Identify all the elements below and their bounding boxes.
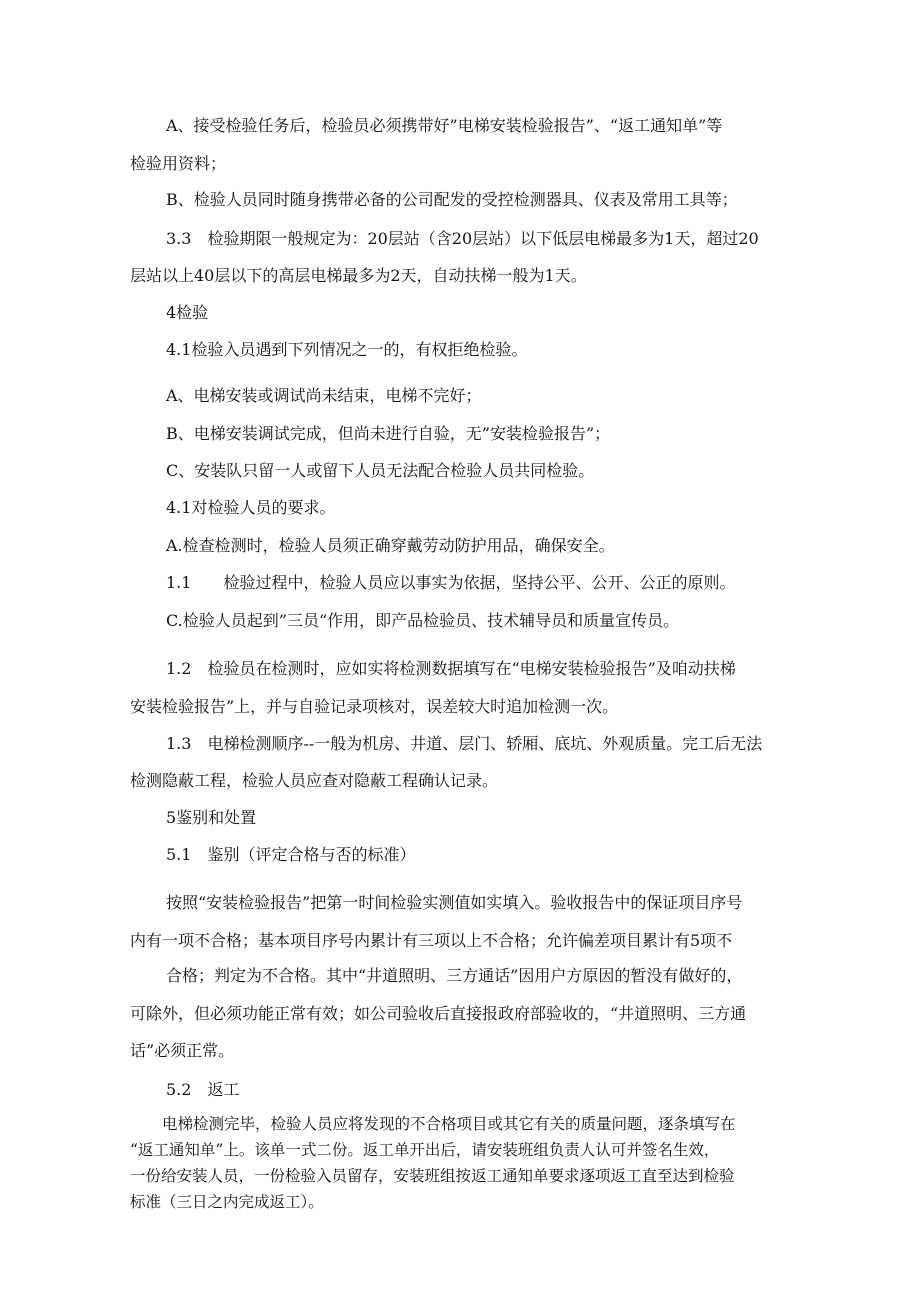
- para-5-1-line-1: 按照“安装检验报告”把第一时间检验实测值如实填入。验收报告中的保证项目序号: [166, 893, 743, 912]
- section-3-3-line-2: 层站以上40层以下的高层电梯最多为2天，自动扶梯一般为1天。: [130, 266, 587, 285]
- section-5-2: 5.2 返工: [166, 1080, 240, 1099]
- para-5-2-line-3: 一份给安装人员，一份检验入员留存，安装班组按返工通知单要求逐项返工直至达到检验: [130, 1167, 735, 1185]
- heading-4: 4检验: [166, 303, 209, 322]
- refusal-item-c: C、安装队只留一人或留下人员无法配合检验人员共同检验。: [166, 461, 595, 480]
- section-4-1: 4.1检验入员遇到下列情况之一的，有权拒绝检验。: [166, 340, 528, 359]
- item-b-line: B、检验人员同时随身携带必备的公司配发的受控检测器具、仪表及常用工具等；: [166, 190, 738, 209]
- section-1-2-line-1: 1.2 检验员在检测时，应如实将检测数据填写在“电梯安装检验报告”及咱动扶梯: [166, 659, 736, 678]
- para-5-1-line-3: 合格；判定为不合格。其中“井道照明、三方通话”因用户方原因的暂没有做好的，: [166, 966, 743, 985]
- item-a-line-1: A、接受检验任务后，检验员必须携带好”电梯安装检验报告”、“返工通知单”等: [166, 116, 723, 135]
- section-1-3-line-2: 检测隐蔽工程，检验人员应查对隐蔽工程确认记录。: [130, 771, 499, 790]
- requirement-a: A.检查检测时，检验人员须正确穿戴劳动防护用品，确保安全。: [166, 536, 615, 555]
- para-5-2-line-2: “返工通知单”上。该单一式二份。返工单开出后，请安装班组负责人认可并签名生效，: [130, 1141, 720, 1159]
- para-5-2-line-1: 电梯检测完毕，检验人员应将发现的不合格项目或其它有关的质量问题，逐条填写在: [162, 1115, 736, 1133]
- section-3-3-line-1: 3.3 检验期限一般规定为：20层站（含20层站）以下低层电梯最多为1天，超过20: [166, 229, 759, 248]
- para-5-1-line-4: 可除外，但必须功能正常有效；如公司验收后直接报政府部验收的，“井道照明、三方通: [130, 1004, 747, 1023]
- para-5-1-line-5: 话”必须正常。: [130, 1041, 235, 1060]
- section-4-1-requirements: 4.1对检验人员的要求。: [166, 498, 336, 517]
- section-1-1: 1.1 检验过程中，检验人员应以事实为依据，坚持公平、公开、公正的原则。: [166, 573, 736, 592]
- para-5-2-line-4: 标准（三日之内完成返工）。: [130, 1193, 324, 1211]
- section-1-3-line-1: 1.3 电梯检测顺序--一般为机房、井道、层门、轿厢、底坑、外观质量。完工后无法: [166, 734, 763, 753]
- section-1-2-line-2: 安装检验报告”上，并与自验记录项核对，误差较大时追加检测一次。: [130, 697, 619, 716]
- refusal-item-a: A、电梯安装或调试尚未结束，电梯不完好；: [166, 386, 482, 405]
- refusal-item-b: B、电梯安装调试完成，但尚未进行自验，无”安装检验报告”；: [166, 424, 611, 443]
- heading-5: 5鉴别和处置: [166, 808, 257, 827]
- para-5-1-line-2: 内有一项不合格；基本项目序号内累计有三项以上不合格；允许偏差项目累计有5项不: [130, 931, 733, 950]
- section-5-1: 5.1 鉴别（评定合格与否的标准）: [166, 845, 416, 864]
- requirement-c: C.检验人员起到”三员“作用，即产品检验员、技术辅导员和质量宣传员。: [166, 611, 680, 630]
- item-a-line-2: 检验用资料；: [130, 154, 227, 173]
